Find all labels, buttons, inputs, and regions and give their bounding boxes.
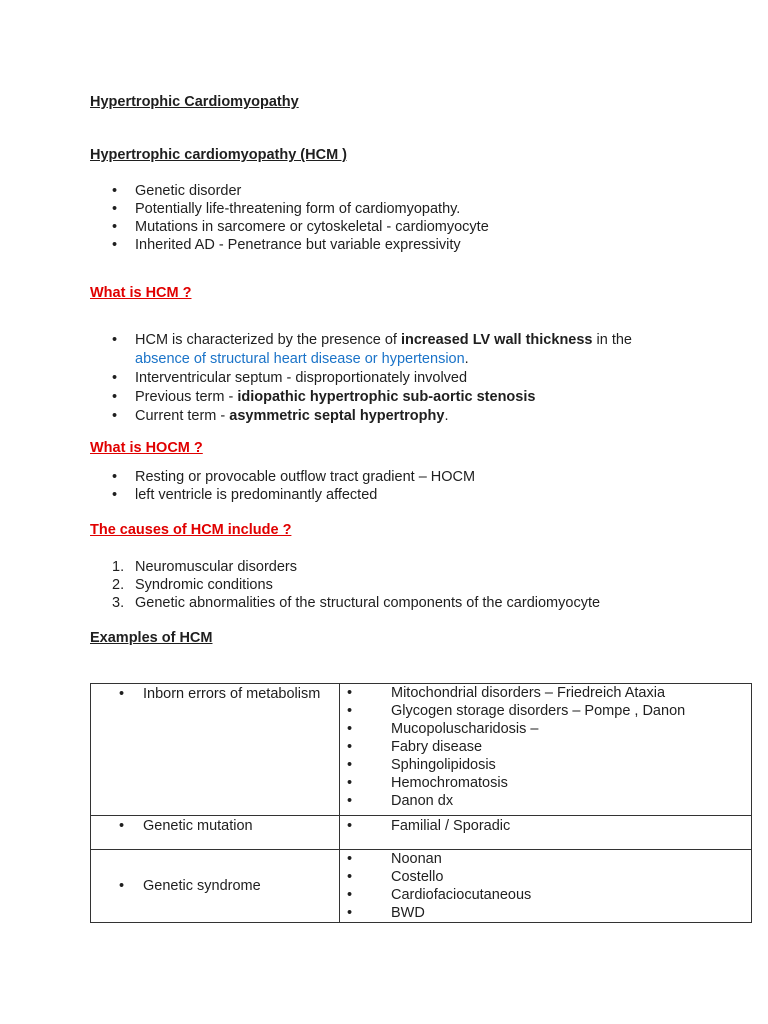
item-text: HCM is characterized by the presence of [135, 332, 401, 348]
list-item: • Potentially life-threatening form of cardiomyopathy. [90, 200, 489, 218]
list-item [90, 388, 680, 407]
causes-list [90, 558, 600, 612]
list-item: • Genetic disorder [90, 182, 489, 200]
list-item: • Fabry disease [340, 738, 751, 756]
list-item: • Danon dx [340, 792, 751, 810]
item-highlight-text: absence of structural heart disease or hypertension [135, 351, 465, 367]
item-text: Syndromic conditions [135, 577, 273, 593]
list-item [90, 576, 600, 594]
category-cell [91, 684, 340, 816]
item-text: Neuromuscular disorders [135, 559, 297, 575]
list-item: • Hemochromatosis [340, 774, 751, 792]
list-number: 3. [112, 595, 125, 611]
list-item: • Costello [340, 868, 751, 886]
item-bold-text: increased LV wall thickness [400, 332, 593, 348]
item-bold-text: idiopathic hypertrophic sub-aortic stenosis [237, 389, 536, 405]
list-item: • Inherited AD - Penetrance but variable expressivity [90, 236, 489, 254]
items-cell [340, 816, 752, 850]
category-cell [91, 850, 340, 923]
items-list [340, 684, 751, 810]
list-item: • BWD [340, 904, 751, 922]
items-list [340, 816, 751, 835]
list-number: 2. [112, 577, 125, 593]
what-hocm-list [90, 468, 475, 504]
item-text: in the [592, 332, 632, 348]
list-item [90, 594, 600, 612]
list-item: • Interventricular septum - disproportionately involved [90, 369, 680, 388]
list-item: • Mitochondrial disorders – Friedreich Ataxia [340, 684, 751, 702]
items-list [340, 850, 751, 922]
list-item: • left ventricle is predominantly affected [90, 486, 475, 504]
table-row [91, 816, 752, 850]
what-hcm-heading: What is HCM ? [90, 285, 192, 301]
table-row [91, 850, 752, 923]
what-hcm-list [90, 331, 680, 426]
category-label: • Inborn errors of metabolism [91, 684, 339, 703]
table-row [91, 684, 752, 816]
item-text: . [444, 408, 449, 424]
item-text: . [464, 351, 469, 367]
hcm-list [90, 182, 489, 254]
list-item: • Mutations in sarcomere or cytoskeletal - cardiomyocyte [90, 218, 489, 236]
list-item: • Cardiofaciocutaneous [340, 886, 751, 904]
items-cell [340, 850, 752, 923]
list-item: • Glycogen storage disorders – Pompe , Danon [340, 702, 751, 720]
category-cell [91, 816, 340, 850]
category-label: • Genetic mutation [91, 816, 339, 835]
category-label: • Genetic syndrome [91, 877, 339, 895]
causes-heading: The causes of HCM include ? [90, 522, 292, 538]
examples-table [90, 683, 752, 923]
page-title: Hypertrophic Cardiomyopathy [90, 94, 299, 110]
list-item: • Sphingolipidosis [340, 756, 751, 774]
list-number: 1. [112, 559, 125, 575]
item-bold-text: asymmetric septal hypertrophy [229, 408, 445, 424]
examples-heading: Examples of HCM [90, 630, 213, 646]
item-text: Previous term - [135, 389, 238, 405]
item-text: Current term - [135, 408, 230, 424]
list-item: • Familial / Sporadic [340, 817, 751, 835]
list-item [90, 558, 600, 576]
list-item: • Resting or provocable outflow tract gradient – HOCM [90, 468, 475, 486]
list-item [90, 331, 680, 369]
list-item: • Noonan [340, 850, 751, 868]
item-text: Genetic abnormalities of the structural components of the cardiomyocyte [135, 595, 601, 611]
what-hocm-heading: What is HOCM ? [90, 440, 203, 456]
list-item: • Mucopoluscharidosis – [340, 720, 751, 738]
hcm-heading: Hypertrophic cardiomyopathy (HCM ) [90, 147, 347, 163]
items-cell [340, 684, 752, 816]
list-item [90, 407, 680, 426]
